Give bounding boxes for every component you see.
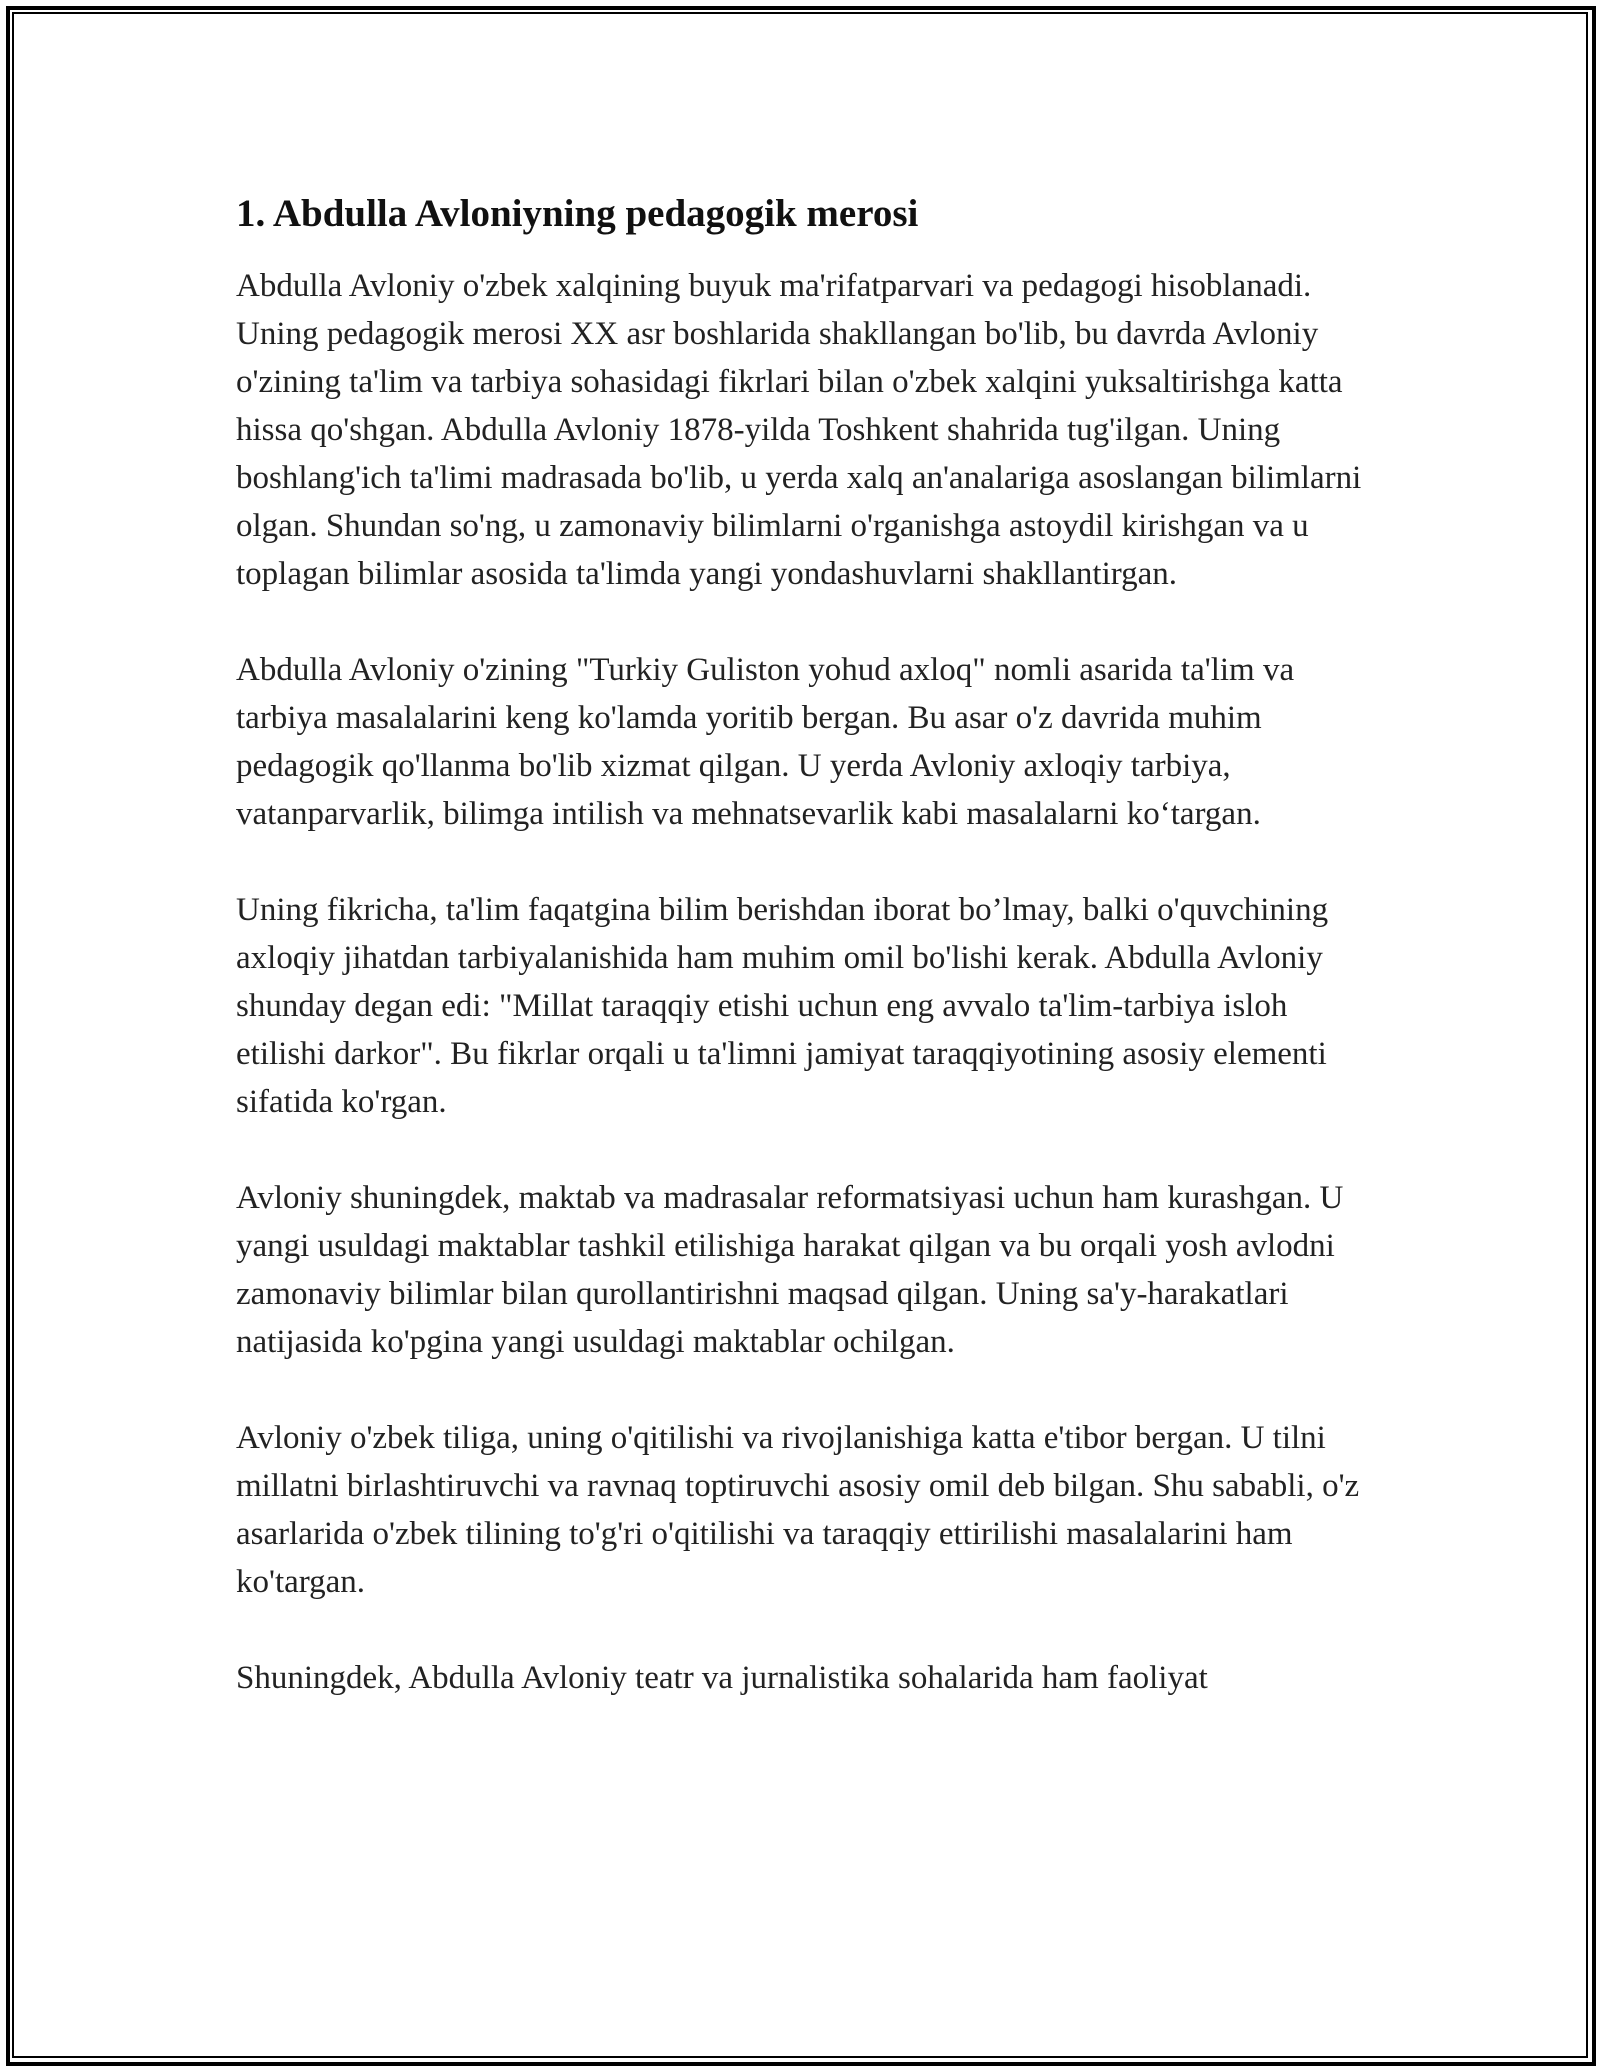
paragraph-6: Shuningdek, Abdulla Avloniy teatr va jurnalistika sohalarida ham faoliyat [236,1660,1208,1696]
paragraph-2: Abdulla Avloniy o'zining "Turkiy Guliston yohud axloq" nomli asarida ta'lim va tarbiya masalalarini keng ko'lamda yoritib bergan. Bu asar o'z davrida muhim pedagogik qo'llanma bo'lib xizmat qilgan. U yerda Avloniy axloqiy tarbiya, vatanparvarlik, bilimga intilish va mehnatsevarlik kabi masalalarni ko‘targan. [236,652,1295,832]
page-title: 1. Abdulla Avloniyning pedagogik merosi [236,192,919,235]
paragraph-4: Avloniy shuningdek, maktab va madrasalar reformatsiyasi uchun ham kurashgan. U yangi usuldagi maktablar tashkil etilishiga harakat qilgan va bu orqali yosh avlodni zamonaviy bilimlar bilan qurollantirishni maqsad qilgan. Uning sa'y-harakatlari natijasida ko'pgina yangi usuldagi maktablar ochilgan. [236,1180,1344,1360]
paragraph-5: Avloniy o'zbek tiliga, uning o'qitilishi va rivojlanishiga katta e'tibor bergan. U tilni millatni birlashtiruvchi va ravnaq toptiruvchi asosiy omil deb bilgan. Shu sababli, o'z asarlarida o'zbek tilining to'g'ri o'qitilishi va taraqqiy ettirilishi masalalarini ham ko'targan. [236,1420,1360,1600]
document-page [236,186,1366,1702]
paragraph-1: Abdulla Avloniy o'zbek xalqining buyuk ma'rifatparvari va pedagogi hisoblanadi. Uning pedagogik merosi XX asr boshlarida shakllangan bo'lib, bu davrda Avloniy o'zining ta'lim va tarbiya sohasidagi fikrlari bilan o'zbek xalqini yuksaltirishga katta hissa qo'shgan. Abdulla Avloniy 1878-yilda Toshkent shahrida tug'ilgan. Uning boshlang'ich ta'limi madrasada bo'lib, u yerda xalq an'analariga asoslangan bilimlarni olgan. Shundan so'ng, u zamonaviy bilimlarni o'rganishga astoydil kirishgan va u toplagan bilimlar asosida ta'limda yangi yondashuvlarni shakllantirgan. [236,268,1362,592]
paragraph-3: Uning fikricha, ta'lim faqatgina bilim berishdan iborat bo’lmay, balki o'quvchining axloqiy jihatdan tarbiyalanishida ham muhim omil bo'lishi kerak. Abdulla Avloniy shunday degan edi: "Millat taraqqiy etishi uchun eng avvalo ta'lim-tarbiya isloh etilishi darkor". Bu fikrlar orqali u ta'limni jamiyat taraqqiyotining asosiy elementi sifatida ko'rgan. [236,892,1329,1120]
